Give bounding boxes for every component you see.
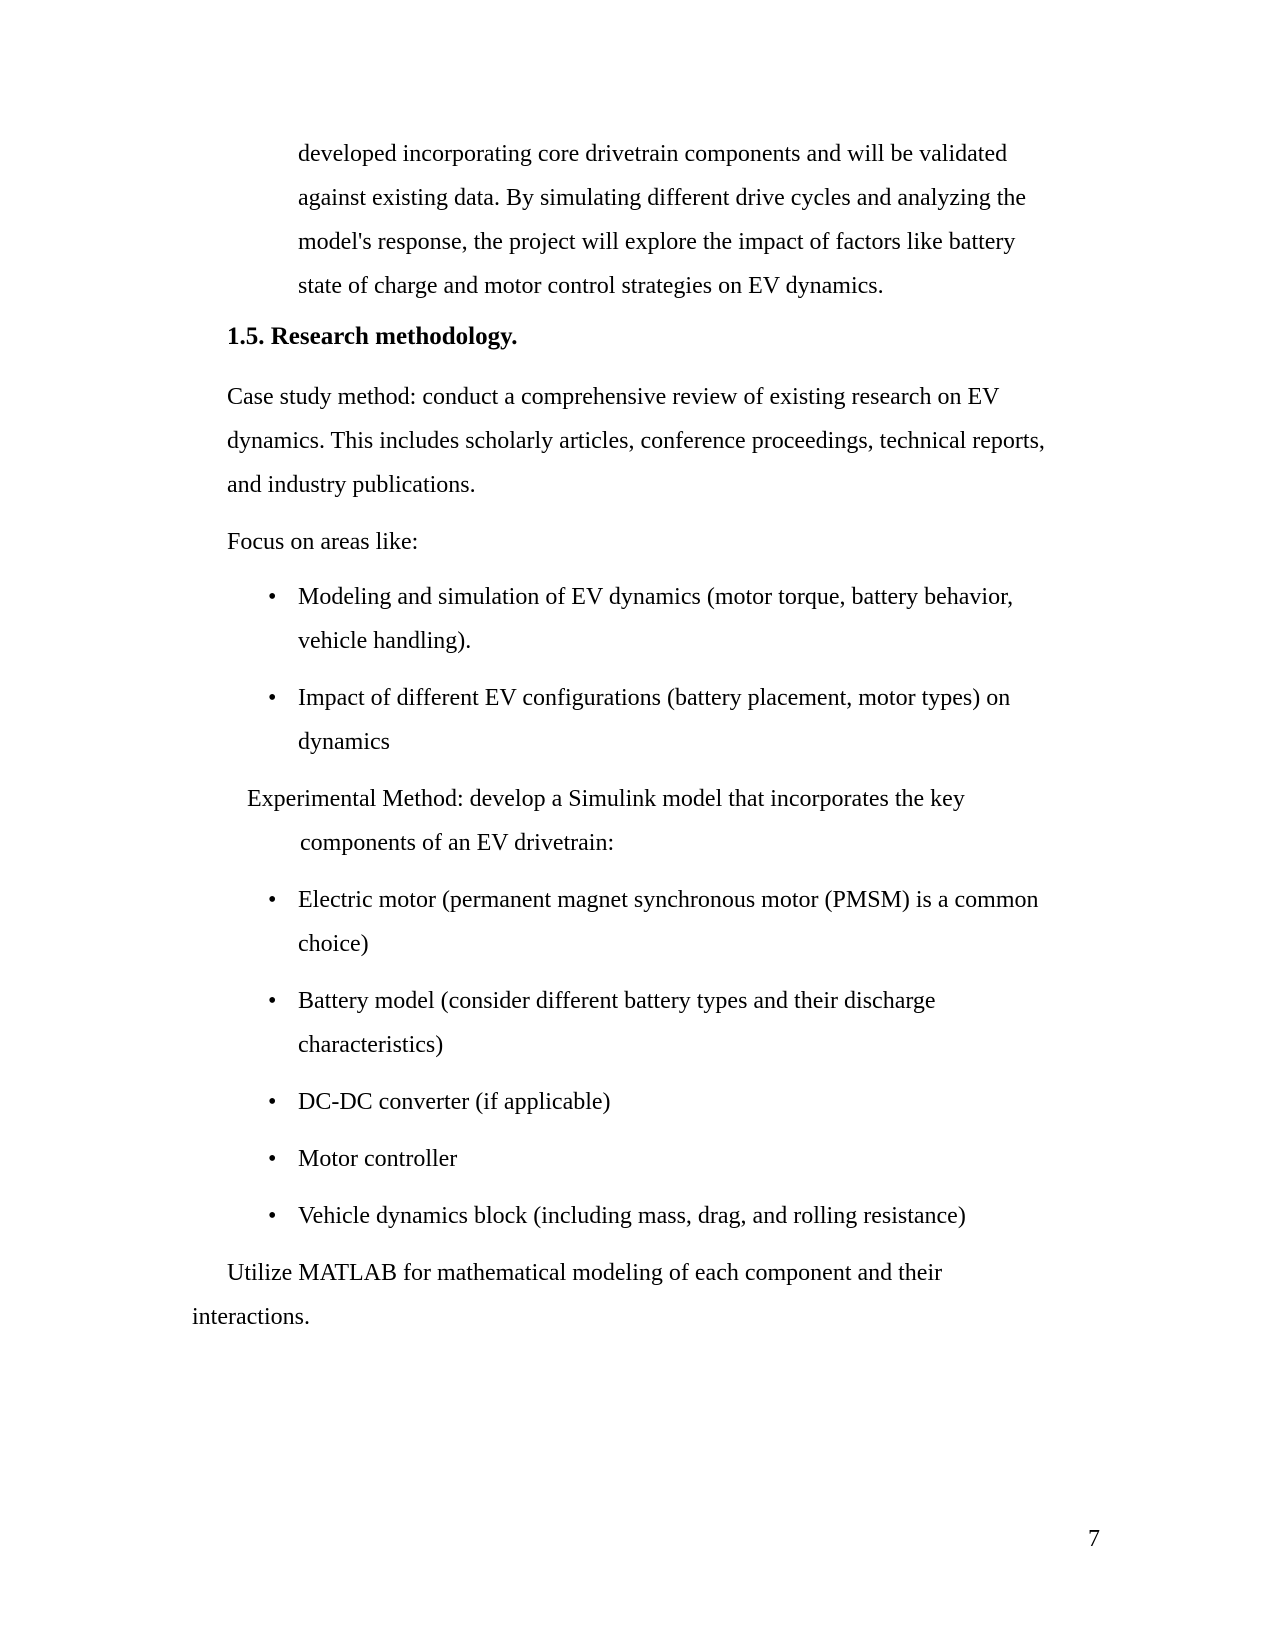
page-number <box>1088 1517 1100 1561</box>
text-line: Motor controller <box>298 1146 458 1172</box>
text-line: interactions. <box>192 1304 310 1330</box>
list-item-text <box>298 1194 966 1238</box>
text-line: against existing data. By simulating different drive cycles and analyzing the <box>298 185 1027 211</box>
list-item-text <box>298 878 1039 966</box>
bullet-icon: • <box>268 988 277 1014</box>
text-line: Experimental Method: develop a Simulink model that incorporates the key <box>247 786 965 812</box>
text-line: developed incorporating core drivetrain components and will be validated <box>298 141 1008 167</box>
section-heading <box>227 315 518 359</box>
list-item <box>268 1194 966 1238</box>
list-item <box>268 878 1039 966</box>
list-item <box>268 1080 611 1124</box>
text-line: DC-DC converter (if applicable) <box>298 1089 611 1115</box>
list-item <box>268 979 936 1067</box>
list-item <box>268 575 1013 663</box>
bullet-icon: • <box>268 1203 277 1229</box>
text-line: Focus on areas like: <box>227 529 419 555</box>
text-line: Impact of different EV configurations (battery placement, motor types) on <box>298 685 1011 711</box>
intro-paragraph <box>298 132 1026 308</box>
case-study-paragraph <box>227 375 1045 507</box>
text-line: vehicle handling). <box>298 628 472 654</box>
text-line: model's response, the project will explore the impact of factors like battery <box>298 229 1016 255</box>
bullet-icon: • <box>268 685 277 711</box>
page-number-text: 7 <box>1088 1526 1100 1552</box>
text-line: Modeling and simulation of EV dynamics (motor torque, battery behavior, <box>298 584 1014 610</box>
list-item <box>268 1137 457 1181</box>
bullet-icon: • <box>268 1146 277 1172</box>
list-item-text <box>298 575 1013 663</box>
list-item <box>268 676 1010 764</box>
text-line: Utilize MATLAB for mathematical modeling of each component and their <box>227 1260 943 1286</box>
section-heading-text: 1.5. Research methodology. <box>227 323 518 350</box>
focus-lead-paragraph <box>227 520 418 564</box>
text-line: state of charge and motor control strategies on EV dynamics. <box>298 273 884 299</box>
bullet-icon: • <box>268 1089 277 1115</box>
text-line: Electric motor (permanent magnet synchronous motor (PMSM) is a common <box>298 887 1039 913</box>
text-line: dynamics <box>298 729 390 755</box>
text-line: characteristics) <box>298 1032 444 1058</box>
text-line: dynamics. This includes scholarly articles, conference proceedings, technical reports, <box>227 428 1045 454</box>
closing-paragraph <box>192 1251 942 1339</box>
text-line: Battery model (consider different battery types and their discharge <box>298 988 936 1014</box>
list-item-text <box>298 1137 457 1181</box>
list-item-text <box>298 979 936 1067</box>
text-line: choice) <box>298 931 369 957</box>
experimental-method-paragraph <box>247 777 965 865</box>
text-line: Case study method: conduct a comprehensive review of existing research on EV <box>227 384 1000 410</box>
list-item-text <box>298 1080 611 1124</box>
text-line: Vehicle dynamics block (including mass, drag, and rolling resistance) <box>298 1203 966 1229</box>
bullet-icon: • <box>268 887 277 913</box>
text-line: and industry publications. <box>227 472 476 498</box>
list-item-text <box>298 676 1010 764</box>
bullet-icon: • <box>268 584 277 610</box>
text-line: components of an EV drivetrain: <box>300 830 615 856</box>
